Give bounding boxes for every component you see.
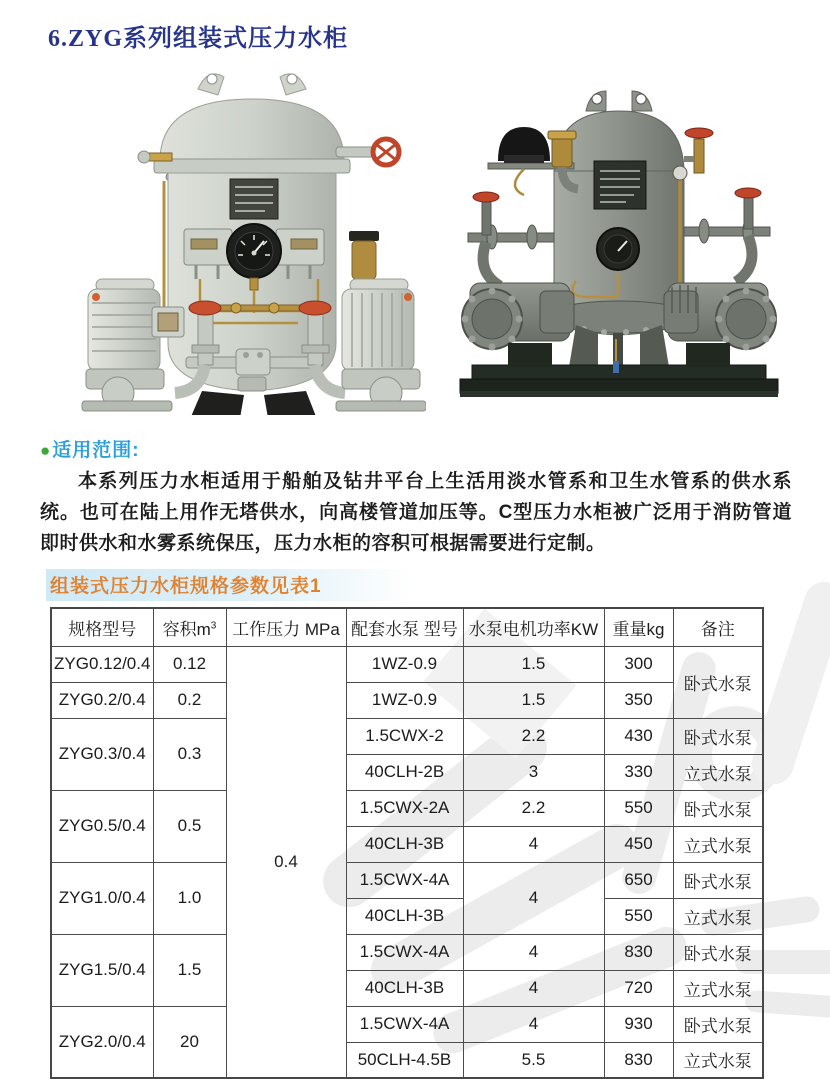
cell-remark: 立式水泵: [673, 1042, 763, 1078]
cell-power: 4: [463, 1006, 604, 1042]
cell-pump: 1.5CWX-4A: [346, 1006, 463, 1042]
cell-model: ZYG0.12/0.4: [51, 646, 153, 682]
col-header-volume: 容积$m^3$: [153, 608, 226, 646]
col-header-pump: 配套水泵 型号: [346, 608, 463, 646]
col-header-remark: 备注: [673, 608, 763, 646]
cell-weight: 430: [604, 718, 673, 754]
table-row: [51, 934, 763, 970]
page-title: 6.ZYG系列组装式压力水柜: [48, 26, 349, 52]
cell-weight: 350: [604, 682, 673, 718]
cell-remark: 立式水泵: [673, 898, 763, 934]
table-row: [51, 718, 763, 754]
cell-weight: 930: [604, 1006, 673, 1042]
spec-table: [50, 607, 764, 1079]
table-row: [51, 646, 763, 682]
cell-power: 2.2: [463, 718, 604, 754]
cell-remark: 卧式水泵: [673, 934, 763, 970]
product-photo-left-tank: [60, 61, 426, 415]
bullet-icon: ●: [40, 441, 51, 460]
table-row: [51, 862, 763, 898]
cell-power: 4: [463, 970, 604, 1006]
cell-remark: 卧式水泵: [673, 646, 763, 718]
cell-power: 3: [463, 754, 604, 790]
cell-weight: 650: [604, 862, 673, 898]
cell-weight: 450: [604, 826, 673, 862]
cell-remark: 卧式水泵: [673, 790, 763, 826]
photo-area: [0, 59, 830, 421]
cell-pump: 50CLH-4.5B: [346, 1042, 463, 1078]
cell-weight: 830: [604, 934, 673, 970]
table-row: [51, 682, 763, 718]
cell-pump: 1.5CWX-2A: [346, 790, 463, 826]
table-row: [51, 1006, 763, 1042]
horizontal-pump-left: [462, 283, 575, 351]
cell-weight: 300: [604, 646, 673, 682]
lifting-lugs: [198, 74, 306, 95]
tank-feet: [178, 391, 328, 415]
volume-superscript: 3: [210, 620, 217, 632]
cell-model: ZYG0.5/0.4: [51, 790, 153, 862]
cell-weight: 330: [604, 754, 673, 790]
table-row: [51, 790, 763, 826]
application-heading: [40, 435, 830, 462]
cell-model: ZYG1.0/0.4: [51, 862, 153, 934]
cell-volume: 0.12: [153, 646, 226, 682]
cell-pump: 40CLH-3B: [346, 826, 463, 862]
cell-volume: 1.0: [153, 862, 226, 934]
cell-power: 5.5: [463, 1042, 604, 1078]
cell-remark: 卧式水泵: [673, 1006, 763, 1042]
cell-remark: 卧式水泵: [673, 862, 763, 898]
cell-pressure: 0.4: [226, 646, 346, 1078]
cell-pump: 40CLH-3B: [346, 970, 463, 1006]
spec-table-title: 组装式压力水柜规格参数见表1: [46, 569, 412, 601]
cell-pump: 1WZ-0.9: [346, 682, 463, 718]
application-heading-label: 适用范围:: [52, 440, 140, 461]
cell-model: ZYG1.5/0.4: [51, 934, 153, 1006]
cell-weight: 550: [604, 898, 673, 934]
cell-weight: 720: [604, 970, 673, 1006]
col-header-weight: 重量kg: [604, 608, 673, 646]
cell-model: ZYG0.2/0.4: [51, 682, 153, 718]
application-body: 本系列压力水柜适用于船舶及钻井平台上生活用淡水管系和卫生水管系的供水系统。也可在陆上用作无塔供水，向高楼管道加压等。C型压力水柜被广泛用于消防管道即时供水和水雾系统保压，压力水柜的容积可根据需要进行定制。: [40, 471, 792, 554]
cell-pump: 1WZ-0.9: [346, 646, 463, 682]
col-header-pressure: 工作压力 MPa: [226, 608, 346, 646]
cell-volume: 0.3: [153, 718, 226, 790]
cell-power: 4: [463, 934, 604, 970]
cell-remark: 立式水泵: [673, 826, 763, 862]
cell-volume: 20: [153, 1006, 226, 1078]
cell-pump: 40CLH-3B: [346, 898, 463, 934]
cell-weight: 830: [604, 1042, 673, 1078]
cell-power: 1.5: [463, 646, 604, 682]
cell-power: 4: [463, 826, 604, 862]
horizontal-pump-right: [664, 283, 777, 351]
cell-pump: 1.5CWX-4A: [346, 934, 463, 970]
cell-pump: 1.5CWX-4A: [346, 862, 463, 898]
cell-remark: 立式水泵: [673, 970, 763, 1006]
cell-power: 2.2: [463, 790, 604, 826]
cell-volume: 0.2: [153, 682, 226, 718]
cell-power: 1.5: [463, 682, 604, 718]
top-right-valve: [684, 128, 713, 173]
cell-volume: 0.5: [153, 790, 226, 862]
vertical-pump-right: [336, 279, 426, 411]
col-header-model: 规格型号: [51, 608, 153, 646]
cell-pump: 40CLH-2B: [346, 754, 463, 790]
cell-remark: 立式水泵: [673, 754, 763, 790]
cell-model: ZYG0.3/0.4: [51, 718, 153, 790]
col-header-power: 水泵电机功率KW: [463, 608, 604, 646]
header-row: [51, 608, 763, 646]
lifting-lugs: [586, 91, 652, 111]
cell-pump: 1.5CWX-2: [346, 718, 463, 754]
cell-remark: 卧式水泵: [673, 718, 763, 754]
product-photo-right-tank: [448, 81, 790, 411]
cell-power: 4: [463, 862, 604, 934]
cell-model: ZYG2.0/0.4: [51, 1006, 153, 1078]
nameplate: [230, 179, 278, 219]
cell-volume: 1.5: [153, 934, 226, 1006]
cell-weight: 550: [604, 790, 673, 826]
nameplate: [594, 161, 646, 209]
